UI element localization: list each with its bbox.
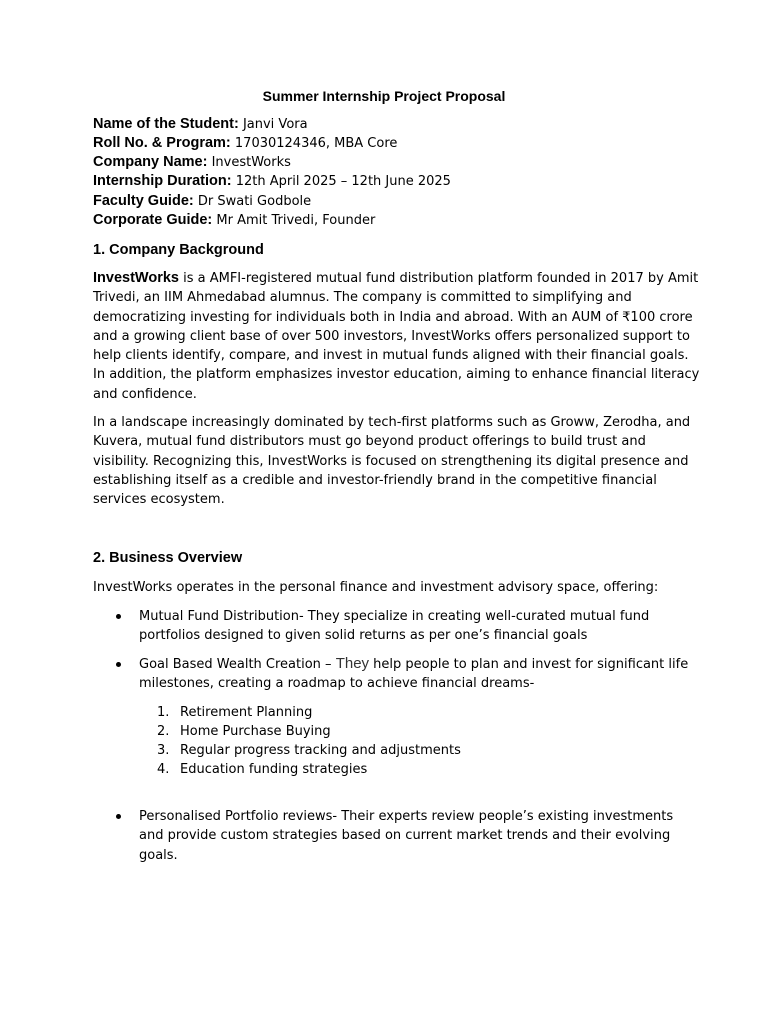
item-text: Regular progress tracking and adjustments <box>180 743 461 758</box>
field-internship-duration <box>93 172 451 191</box>
bullet-marker <box>116 614 121 619</box>
paragraph-business-intro <box>93 578 683 597</box>
paragraph-line: help clients identify, compare, and invest in mutual funds aligned with their financial goals. <box>93 348 689 364</box>
bullet-line: Personalised Portfolio reviews- Their experts review people’s existing investments <box>139 809 674 824</box>
paragraph-company-intro <box>93 269 700 404</box>
field-label: Internship Duration: <box>93 173 232 189</box>
bullet-item-portfolio-reviews <box>139 807 673 865</box>
field-label: Corporate Guide: <box>93 212 213 228</box>
paragraph-line <box>93 269 699 288</box>
field-value: 17030124346, MBA Core <box>234 136 398 151</box>
field-corporate-guide <box>93 211 375 230</box>
field-value: 12th April 2025 – 12th June 2025 <box>235 174 451 189</box>
paragraph-line: In a landscape increasingly dominated by tech-first platforms such as Groww, Zerodha, and <box>93 415 691 430</box>
numbered-item <box>157 760 367 779</box>
numbered-item <box>157 741 461 760</box>
item-text: Home Purchase Buying <box>180 724 331 739</box>
document-title: Summer Internship Project Proposal <box>262 88 506 104</box>
company-name-bold: InvestWorks <box>93 270 179 286</box>
bullet-line: goals. <box>139 847 178 863</box>
field-roll-program <box>93 134 397 153</box>
paragraph-line: and confidence. <box>93 386 197 402</box>
bullet-marker <box>116 662 121 667</box>
paragraph-market-landscape <box>93 413 691 509</box>
field-faculty-guide <box>93 192 311 211</box>
bullet-item-goal-based-wealth <box>139 654 688 694</box>
paragraph-line: and a growing client base of over 500 investors, InvestWorks offers personalized support to <box>93 328 690 344</box>
bullet-line: milestones, creating a roadmap to achieve financial dreams- <box>139 676 535 692</box>
field-student-name <box>93 115 308 134</box>
bullet-line: portfolios designed to given solid returns as per one’s financial goals <box>139 628 588 644</box>
field-value: InvestWorks <box>211 155 291 170</box>
field-label: Name of the Student: <box>93 116 239 132</box>
bullet-line: and provide custom strategies based on current market trends and their evolving <box>139 828 671 844</box>
field-label: Company Name: <box>93 154 208 170</box>
field-company-name <box>93 153 291 172</box>
section-heading-company-background: 1. Company Background <box>93 242 264 258</box>
field-label: Faculty Guide: <box>93 193 194 209</box>
numbered-item <box>157 703 312 722</box>
bullet-line: Mutual Fund Distribution- They specialize in creating well-curated mutual fund <box>139 609 650 624</box>
line-text: help people to plan and invest for significant life <box>369 657 689 672</box>
paragraph-line: Trivedi, an IIM Ahmedabad alumnus. The company is committed to simplifying and <box>93 290 632 306</box>
paragraph-line: Kuvera, mutual fund distributors must go beyond product offerings to build trust and <box>93 434 646 450</box>
paragraph-line: InvestWorks operates in the personal finance and investment advisory space, offering: <box>93 580 659 595</box>
field-value: Dr Swati Godbole <box>197 194 312 209</box>
paragraph-line: In addition, the platform emphasizes investor education, aiming to enhance financial literacy <box>93 367 700 383</box>
bullet-line <box>139 654 688 674</box>
paragraph-line: democratizing investing for individuals both in India and abroad. With an AUM of ₹100 crore <box>93 309 693 325</box>
they-word: They <box>335 655 370 672</box>
field-label: Roll No. & Program: <box>93 135 231 151</box>
item-number: 4. <box>157 762 170 777</box>
paragraph-line: visibility. Recognizing this, InvestWorks is focused on strengthening its digital presence and <box>93 453 689 469</box>
item-text: Education funding strategies <box>180 762 368 777</box>
numbered-item <box>157 722 331 741</box>
item-number: 3. <box>157 743 170 758</box>
field-value: Janvi Vora <box>242 117 308 132</box>
bullet-item-mutual-fund-distribution <box>139 607 649 646</box>
field-value: Mr Amit Trivedi, Founder <box>216 213 376 228</box>
item-number: 2. <box>157 724 170 739</box>
paragraph-line: services ecosystem. <box>93 492 225 508</box>
item-text: Retirement Planning <box>180 705 313 720</box>
line-text: is a AMFI-registered mutual fund distribution platform founded in 2017 by Amit <box>178 271 699 286</box>
paragraph-line: establishing itself as a credible and investor-friendly brand in the competitive financial <box>93 472 657 488</box>
line-text: Goal Based Wealth Creation – <box>139 657 336 672</box>
section-heading-business-overview: 2. Business Overview <box>93 550 243 566</box>
bullet-marker <box>116 814 121 819</box>
item-number: 1. <box>157 705 170 720</box>
